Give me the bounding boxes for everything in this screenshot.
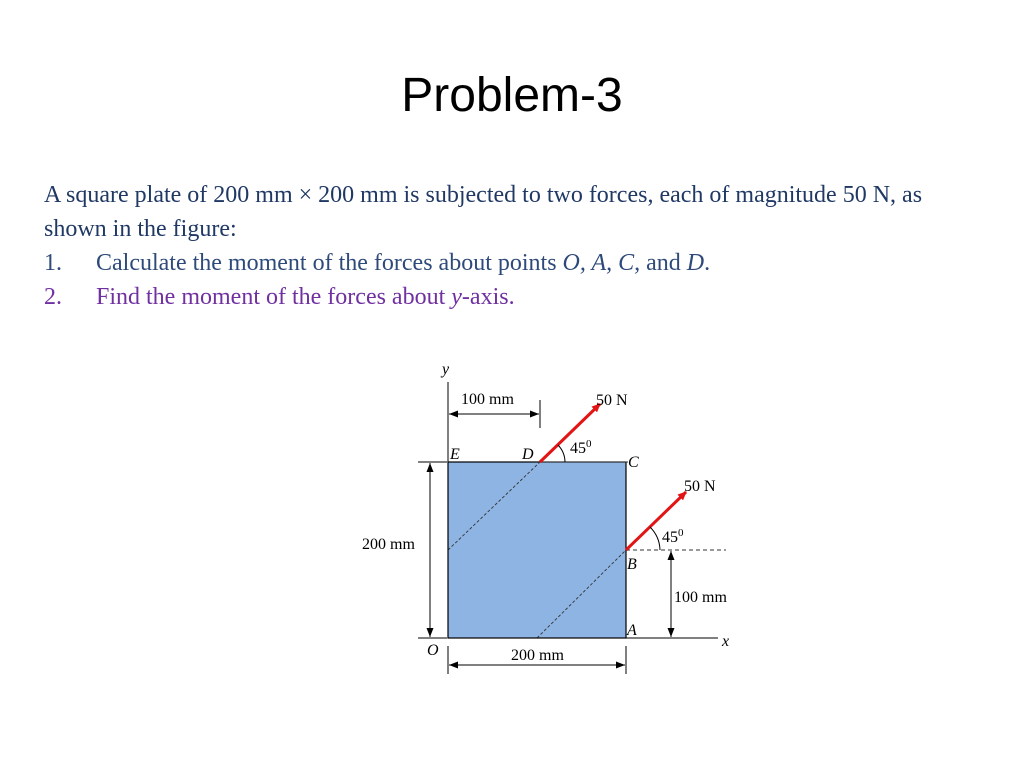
item-axis: y xyxy=(451,284,462,310)
intro-part1: A square plate of 200 mm xyxy=(44,182,293,208)
dim-left-label: 200 mm xyxy=(362,536,415,553)
point-b-label: B xyxy=(627,556,637,573)
angle-label-right: $45^0$ xyxy=(662,527,684,546)
item-text: Calculate the moment of the forces about points xyxy=(96,250,563,276)
item-end: . xyxy=(704,250,711,276)
square-plate xyxy=(448,462,626,638)
point-c-label: C xyxy=(628,454,639,471)
item-point-last: D xyxy=(686,250,705,276)
point-a-label: A xyxy=(627,622,637,639)
axis-y-label: y xyxy=(442,361,450,378)
angle-label-top: $45^0$ xyxy=(570,438,592,457)
list-number: 1. xyxy=(44,250,62,276)
point-o-label: O xyxy=(427,642,439,659)
force-right-label: 50 N xyxy=(684,478,716,495)
item-and: and xyxy=(640,250,687,276)
dim-top-label: 100 mm xyxy=(461,391,514,408)
angle-arc-right xyxy=(650,527,660,550)
force-top-label: 50 N xyxy=(596,392,628,409)
list-number: 2. xyxy=(44,284,62,310)
item-text: Find the moment of the forces about xyxy=(96,284,452,310)
dim-right-label: 100 mm xyxy=(674,589,727,606)
intro-part2: 200 mm is subjected to two forces, each of magnitude 50 N, as shown in the figure: xyxy=(44,182,923,242)
item-text-after: -axis. xyxy=(461,284,515,310)
times-symbol: × xyxy=(298,182,313,208)
axis-x-label: x xyxy=(722,633,730,650)
point-d-label: D xyxy=(522,446,534,463)
slide-title: Problem-3 xyxy=(401,69,623,122)
item-points: O, A, C, xyxy=(562,250,641,276)
dim-bottom-label: 200 mm xyxy=(511,647,564,664)
point-e-label: E xyxy=(450,446,460,463)
angle-arc-top xyxy=(558,445,565,462)
